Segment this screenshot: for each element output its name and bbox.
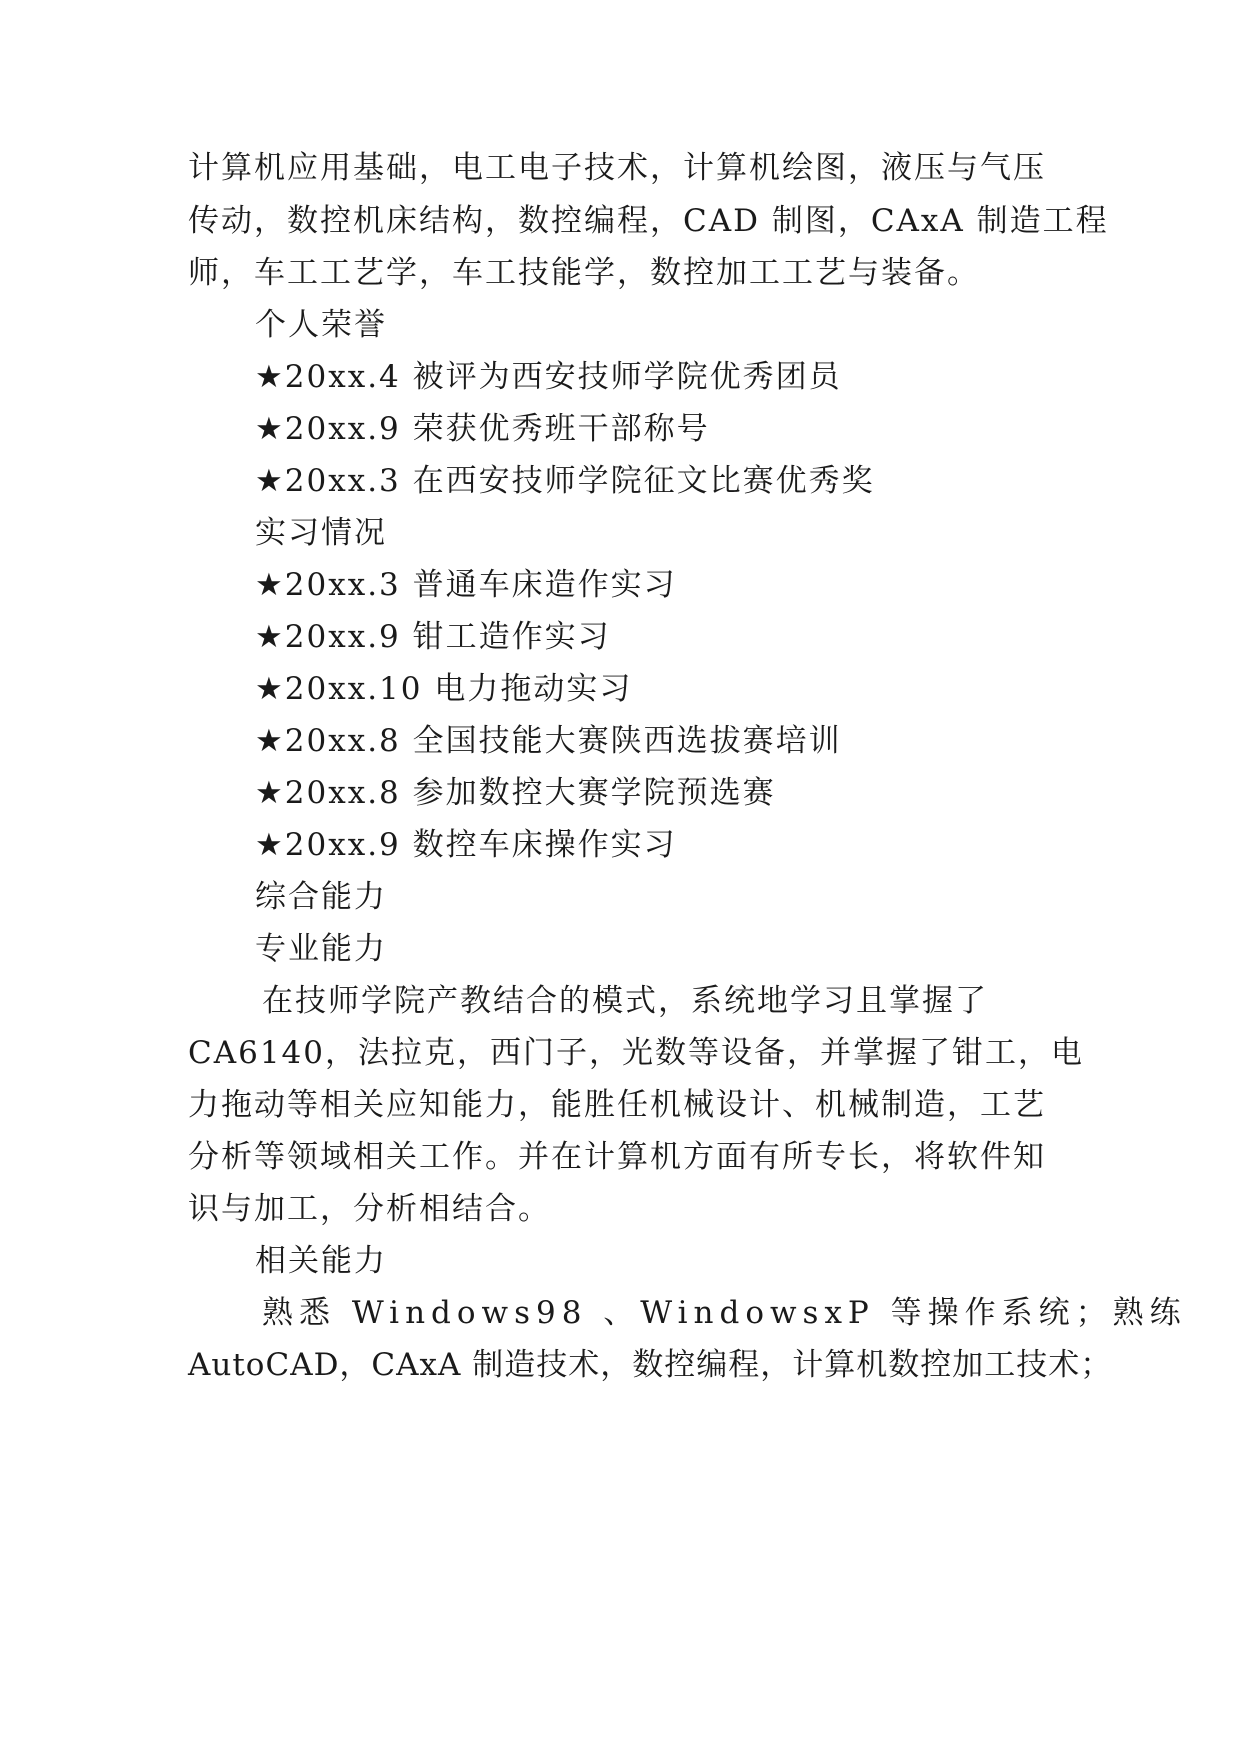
professional-line-2: CA6140，法拉克，西门子，光数等设备，并掌握了钳工，电 xyxy=(188,1035,1084,1071)
professional-heading: 专业能力 xyxy=(255,931,387,967)
internship-item-2: ★20xx.9 钳工造作实习 xyxy=(255,619,611,655)
professional-line-4: 分析等领域相关工作。并在计算机方面有所专长，将软件知 xyxy=(188,1139,1046,1175)
related-heading: 相关能力 xyxy=(255,1243,387,1279)
professional-line-5: 识与加工，分析相结合。 xyxy=(188,1191,551,1227)
honors-heading: 个人荣誉 xyxy=(255,307,387,343)
related-line-1: 熟悉 Windows98 、WindowsxP 等操作系统；熟练 xyxy=(262,1295,1187,1331)
internship-item-5: ★20xx.8 参加数控大赛学院预选赛 xyxy=(255,775,776,811)
courses-line-1: 计算机应用基础，电工电子技术，计算机绘图，液压与气压 xyxy=(188,150,1046,186)
courses-line-3: 师，车工工艺学，车工技能学，数控加工工艺与装备。 xyxy=(188,255,980,291)
ability-heading: 综合能力 xyxy=(255,879,387,915)
professional-line-1: 在技师学院产教结合的模式，系统地学习且掌握了 xyxy=(262,983,988,1019)
related-line-2: AutoCAD，CAxA 制造技术，数控编程，计算机数控加工技术； xyxy=(188,1347,1113,1383)
honor-item-1: ★20xx.4 被评为西安技师学院优秀团员 xyxy=(255,359,842,395)
internship-item-3: ★20xx.10 电力拖动实习 xyxy=(255,671,633,707)
courses-line-2: 传动，数控机床结构，数控编程，CAD 制图，CAxA 制造工程 xyxy=(188,203,1109,239)
internship-heading: 实习情况 xyxy=(255,515,387,551)
internship-item-1: ★20xx.3 普通车床造作实习 xyxy=(255,567,677,603)
professional-line-3: 力拖动等相关应知能力，能胜任机械设计、机械制造，工艺 xyxy=(188,1087,1046,1123)
honor-item-2: ★20xx.9 荣获优秀班干部称号 xyxy=(255,411,710,447)
internship-item-4: ★20xx.8 全国技能大赛陕西选拔赛培训 xyxy=(255,723,842,759)
honor-item-3: ★20xx.3 在西安技师学院征文比赛优秀奖 xyxy=(255,463,875,499)
internship-item-6: ★20xx.9 数控车床操作实习 xyxy=(255,827,677,863)
